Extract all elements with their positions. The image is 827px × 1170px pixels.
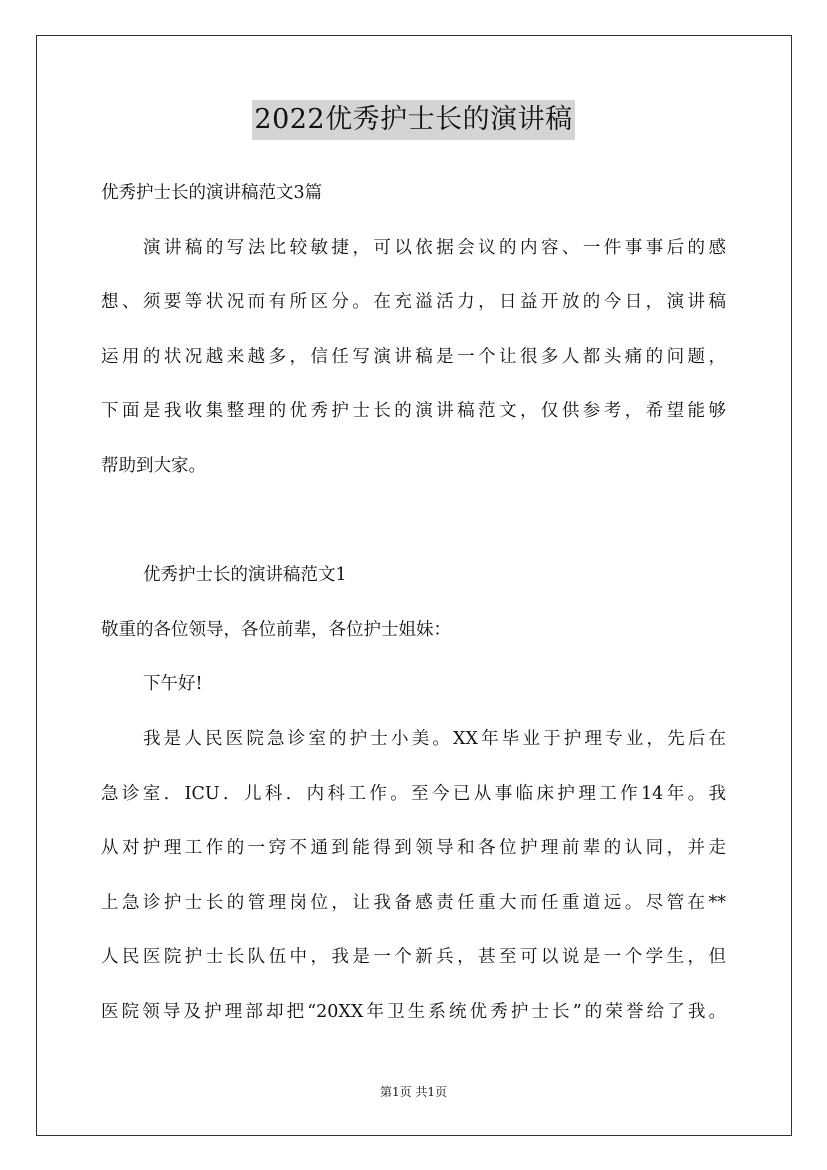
body-line: 医院领导及护理部却把“20XX年卫生系统优秀护士长”的荣誉给了我。 [101, 1001, 726, 1022]
subtitle: 优秀护士长的演讲稿范文3篇 [101, 183, 323, 203]
body-line: 急诊室．ICU．儿科．内科工作。至今已从事临床护理工作14年。我 [101, 783, 726, 804]
salutation: 敬重的各位领导，各位前辈，各位护士姐妹： [101, 619, 451, 640]
blank-line [101, 498, 726, 553]
page-footer: 第1页 共1页 [379, 1085, 448, 1099]
intro-line: 演讲稿的写法比较敏捷，可以依据会议的内容、一件事事后的感 [143, 237, 726, 258]
body-line: 我是人民医院急诊室的护士小美。XX年毕业于护理专业，先后在 [143, 728, 726, 749]
greeting: 下午好! [143, 674, 203, 695]
body-line: 人民医院护士长队伍中，我是一个新兵，甚至可以说是一个学生，但 [101, 947, 726, 968]
intro-line: 想、须要等状况而有所区分。在充溢活力，日益开放的今日，演讲稿 [101, 292, 726, 313]
intro-line: 下面是我收集整理的优秀护士长的演讲稿范文，仅供参考，希望能够 [101, 401, 726, 422]
document-body [101, 170, 726, 1044]
section-heading: 优秀护士长的演讲稿范文1 [143, 565, 347, 586]
intro-line: 帮助到大家。 [101, 455, 206, 476]
document-title-wrapper [0, 100, 827, 140]
document-title: 2022优秀护士长的演讲稿 [252, 100, 574, 140]
body-line: 上急诊护士长的管理岗位，让我备感责任重大而任重道远。尽管在** [101, 892, 726, 913]
intro-line: 运用的状况越来越多，信任写演讲稿是一个让很多人都头痛的问题， [101, 346, 726, 367]
body-line: 从对护理工作的一窍不通到能得到领导和各位护理前辈的认同，并走 [101, 838, 726, 859]
